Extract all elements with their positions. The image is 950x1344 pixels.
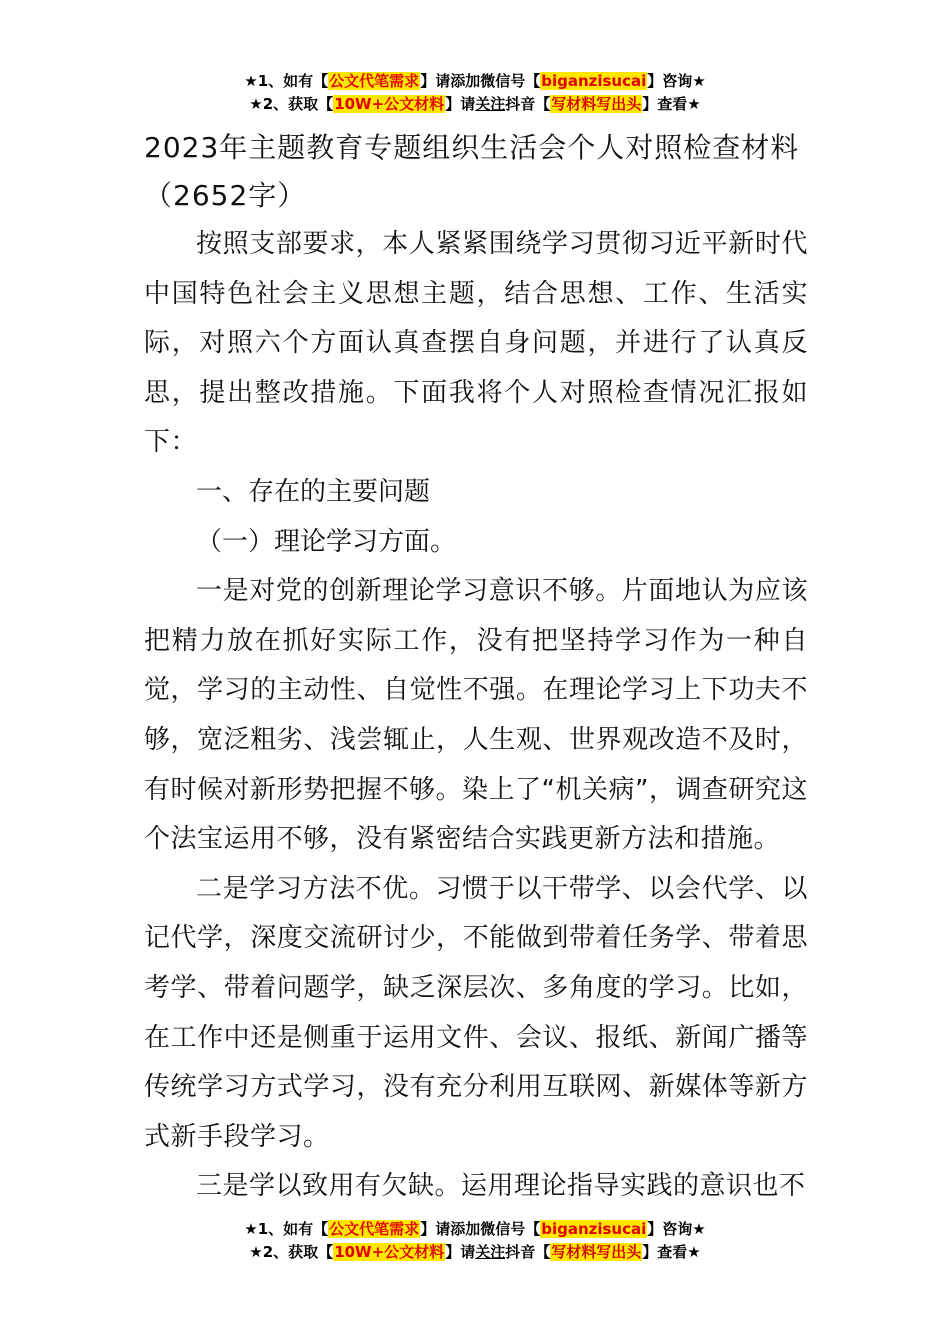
banner-text: 】咨询★ bbox=[647, 72, 706, 90]
paragraph-3: 三是学以致用有欠缺。运用理论指导实践的意识也不 bbox=[196, 1171, 806, 1202]
banner-text: 】请添加微信号【 bbox=[420, 72, 541, 90]
banner-text: 】查看★ bbox=[642, 1243, 701, 1261]
banner-text: 】查看★ bbox=[642, 95, 701, 113]
underlined-follow: 关注 bbox=[475, 95, 506, 113]
intro-paragraph: 按照支部要求，本人紧紧围绕学习贯彻习近平新时代中国特色社会主义思想主题，结合思想、工作、生活实际，对照六个方面认真查摆自身问题，并进行了认真反思，提出整改措施。下面我将个人对照检查情况汇报如下： bbox=[144, 229, 808, 458]
paragraph-2: 二是学习方法不优。习惯于以干带学、以会代学、以记代学，深度交流研讨少，不能做到带着任务学、带着思考学、带着问题学，缺乏深层次、多角度的学习。比如，在工作中还是侧重于运用文件、会议、报纸、新闻广播等传统学习方式学习，没有充分利用互联网、新媒体等新方式新手段学习。 bbox=[144, 873, 808, 1152]
underlined-follow: 关注 bbox=[475, 1243, 506, 1261]
banner-text: 抖音【 bbox=[505, 95, 551, 113]
highlight-materials: 10W+公文材料 bbox=[334, 95, 445, 113]
highlight-ghostwriting: 公文代笔需求 bbox=[329, 72, 420, 90]
section-heading: 一、存在的主要问题 bbox=[196, 476, 431, 507]
highlight-wechat-id: biganzisucai bbox=[541, 72, 647, 90]
document-title: 2023年主题教育专题组织生活会个人对照检查材料（2652字） bbox=[144, 131, 800, 212]
banner-text: ★1、如有【 bbox=[244, 72, 329, 90]
highlight-douyin: 写材料写出头 bbox=[551, 1243, 642, 1261]
highlight-materials: 10W+公文材料 bbox=[334, 1243, 445, 1261]
banner-text: 】咨询★ bbox=[647, 1220, 706, 1238]
banner-text: ★1、如有【 bbox=[244, 1220, 329, 1238]
banner-line-2 bbox=[0, 93, 950, 116]
paragraph-1: 一是对党的创新理论学习意识不够。片面地认为应该把精力放在抓好实际工作，没有把坚持学习作为一种自觉，学习的主动性、自觉性不强。在理论学习上下功夫不够，宽泛粗劣、浅尝辄止，人生观、世界观改造不及时，有时候对新形势把握不够。染上了“机关病”，调查研究这个法宝运用不够，没有紧密结合实践更新方法和措施。 bbox=[144, 576, 808, 855]
banner-text: 抖音【 bbox=[505, 1243, 551, 1261]
banner-line-1 bbox=[0, 70, 950, 93]
highlight-ghostwriting: 公文代笔需求 bbox=[329, 1220, 420, 1238]
banner-text: 】请添加微信号【 bbox=[420, 1220, 541, 1238]
banner-text: ★2、获取【 bbox=[249, 1243, 334, 1261]
banner-line-2 bbox=[0, 1241, 950, 1264]
banner-line-1 bbox=[0, 1218, 950, 1241]
banner-text: 】请 bbox=[445, 1243, 476, 1261]
header-banner bbox=[0, 70, 950, 116]
subsection-heading: （一）理论学习方面。 bbox=[196, 526, 457, 557]
highlight-douyin: 写材料写出头 bbox=[551, 95, 642, 113]
document-body bbox=[144, 124, 808, 1212]
banner-text: ★2、获取【 bbox=[249, 95, 334, 113]
banner-text: 】请 bbox=[445, 95, 476, 113]
footer-banner bbox=[0, 1218, 950, 1264]
highlight-wechat-id: biganzisucai bbox=[541, 1220, 647, 1238]
